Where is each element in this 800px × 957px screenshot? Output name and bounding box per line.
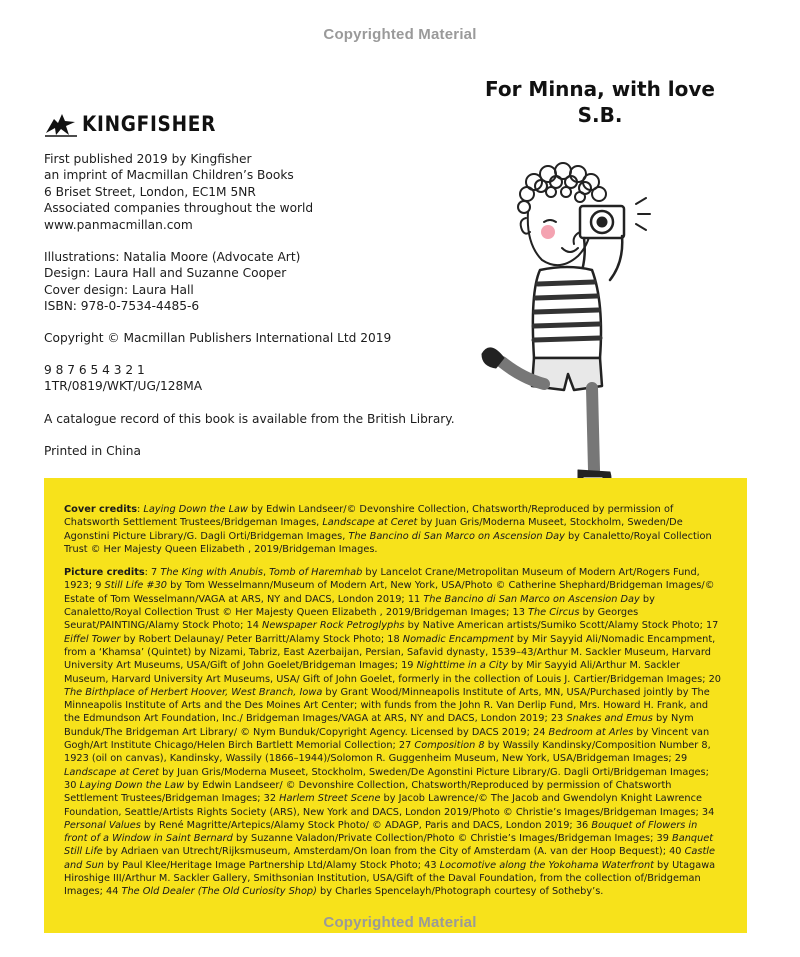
boy-with-camera-illustration [452, 152, 692, 508]
imprint-line: Design: Laura Hall and Suzanne Cooper [44, 266, 287, 281]
imprint-line: an imprint of Macmillan Children’s Books [44, 168, 294, 183]
artwork-title: Snakes and Emus [566, 713, 653, 725]
copyright-watermark-bottom: Copyrighted Material [323, 914, 477, 931]
copyright-notice [44, 330, 464, 346]
artwork-title: The Bancino di San Marco on Ascension Day [423, 593, 640, 605]
artwork-title: The Bancino di San Marco on Ascension Day [348, 530, 565, 542]
artwork-title: Newspaper Rock Petroglyphs [262, 620, 405, 632]
picture-credits-body: : 7 The King with Anubis, Tomb of Haremhab by Lancelot Crane/Metropolitan Museum of Modern Art/Rogers Fund, 1923; 9 Still Life #30 by Tom Wesselmann/Museum of Modern Art, New York, USA/Photo © Catherine Shephard/Bridgeman Images/© Estate of Tom Wesselmann/VAGA at ARS, NY and DACS, London 2019; 11 The Bancino di San Marco on Ascension Day by Canaletto/Royal Collection Trust © Her Majesty Queen Elizabeth , 2019/Bridgeman Images; 13 The Circus by Georges Seurat/PAINTING/Alamy Stock Photo; 14 Newspaper Rock Petroglyphs by Native American artists/Sumiko Scott/Alamy Stock Photo; 17 Eiffel Tower by Robert Delaunay/ Peter Barritt/Alamy Stock Photo; 18 Nomadic Encampment by Mir Sayyid Ali/Nomadic Encampment, from a ‘Khamsa’ (Quintet) by Nizami, Tabriz, East Azerbaijan, Persian, Safavid dynasty, 1539–43/Arthur M. Sackler Museum, Harvard University Art Museums, USA/Gift of John Goelet/Bridgeman Images; 19 Nighttime in a City by Mir Sayyid Ali/Arthur M. Sackler Museum, Harvard University Art Museums, USA/ Gift of John Goelet, formerly in the collection of Louis J. Cartier/Bridgeman Images; 20 The Birthplace of Herbert Hoover, West Branch, Iowa by Grant Wood/Minneapolis Institute of Arts, MN, USA/Purchased jointly by The Minneapolis Institute of Arts and the Des Moines Art Center; with funds from the John R. Van Derlip Fund, Mrs. Howard H. Frank, and the Edmundson Art Foundation, Inc./ Bridgeman Images/VAGA at ARS, NY and DACS, London 2019; 23 Snakes and Emus by Nym Bunduk/The Bridgeman Art Library/ © Nym Bunduk/Copyright Agency. Licensed by DACS 2019; 24 Bedroom at Arles by Vincent van Gogh/Art Institute Chicago/Helen Birch Bartlett Memorial Collection; 27 Composition 8 by Wassily Kandinsky/Composition Number 8, 1923 (oil on canvas), Kandinsky, Wassily (1866–1944)/Solomon R. Guggenheim Museum, New York, USA/Bridgeman Images; 29 Landscape at Ceret by Juan Gris/Moderna Museet, Stockholm, Sweden/De Agonstini Picture Library/G. Dagli Orti/Bridgeman Images; 30 Laying Down the Law by Edwin Landseer/ © Devonshire Collection, Chatsworth/Reproduced by permission of Chatsworth Settlement Trustees/Bridgeman Images; 32 Harlem Street Scene by Jacob Lawrence/© The Jacob and Gwendolyn Knight Lawrence Foundation, Seattle/Artists Rights Society (ARS), New York and DACS, London 2019/Photo © Christie’s Images/Bridgeman Images; 34 Personal Values by René Magritte/Artepics/Alamy Stock Photo/ © ADAGP, Paris and DACS, London 2019; 36 Bouquet of Flowers in front of a Window in Saint Bernard by Suzanne Valadon/Private Collection/Photo © Christie’s Images/Bridgeman Images; 39 Banquet Still Life by Adriaen van Utrecht/Rijksmuseum, Amsterdam/On loan from the City of Amsterdam (A. van der Hoop Bequest); 40 Castle and Sun by Paul Klee/Heritage Image Partnership Ltd/Alamy Stock Photo; 43 Locomotive along the Yokohama Waterfront by Utagawa Hiroshige III/Arthur M. Sackler Gallery, Smithsonian Institution, USA/Gift of the Daval Foundation, from the collection of/Bridgeman Images; 44 The Old Dealer (The Old Curiosity Shop) by Charles Spencelayh/Photograph courtesy of Sotheby’s. [64, 567, 721, 898]
artwork-title: Landscape at Ceret [322, 517, 418, 529]
artwork-title: Bedroom at Arles [548, 726, 634, 738]
kingfisher-bird-icon [44, 111, 78, 137]
artwork-title: Laying Down the Law [143, 504, 248, 515]
imprint-line: Associated companies throughout the world [44, 201, 314, 216]
printing-number-line: 9 8 7 6 5 4 3 2 1 [44, 363, 145, 377]
picture-credits [64, 566, 722, 898]
artwork-title: Locomotive along the Yokohama Waterfront [439, 859, 654, 871]
printing-codes [44, 362, 464, 395]
artwork-title: Bouquet of Flowers in front of a Window in Saint Bernard [64, 819, 698, 845]
credits-text [64, 503, 722, 909]
website-url: www.panmacmillan.com [44, 217, 193, 232]
artwork-title: Personal Values [64, 819, 141, 831]
artwork-title: Tomb of Haremhab [269, 567, 363, 579]
printed-in [44, 443, 464, 459]
artwork-title: Laying Down the Law [79, 779, 185, 791]
dedication-line: For Minna, with love [485, 77, 715, 101]
publication-details [44, 151, 464, 233]
picture-credits-label: Picture credits [64, 567, 145, 579]
publisher-logo-text: KINGFISHER [82, 112, 217, 136]
printed-in-line: Printed in China [44, 444, 141, 458]
artwork-title: The Old Dealer (The Old Curiosity Shop) [121, 886, 317, 898]
cover-credits-body: : Laying Down the Law by Edwin Landseer/© Devonshire Collection, Chatsworth/Reproduced by permission of Chatsworth Settlement Trustees/Bridgeman Images, Landscape at Ceret by Juan Gris/Moderna Museet, Stockholm, Sweden/De Agonstini Picture Library/G. Dagli Orti/Bridgeman Images, The Bancino di San Marco on Ascension Day by Canaletto/Royal Collection Trust © Her Majesty Queen Elizabeth , 2019/Bridgeman Images. [64, 504, 712, 555]
dedication [470, 76, 730, 128]
cover-credits-label: Cover credits [64, 504, 138, 515]
artwork-title: Composition 8 [414, 740, 485, 752]
artwork-title: The Birthplace of Herbert Hoover, West Branch, Iowa [64, 686, 323, 698]
catalogue-line: A catalogue record of this book is available from the British Library. [44, 412, 455, 426]
artwork-title: Harlem Street Scene [279, 793, 381, 805]
imprint-line: Illustrations: Natalia Moore (Advocate Art) [44, 250, 301, 264]
isbn: ISBN: 978-0-7534-4485-6 [44, 299, 200, 314]
copyright-watermark-top: Copyrighted Material [323, 26, 477, 43]
artwork-title: Nighttime in a City [416, 660, 509, 672]
artwork-title: Castle and Sun [64, 846, 716, 871]
imprint-line: Cover design: Laura Hall [44, 282, 194, 297]
artwork-title: Nomadic Encampment [402, 633, 514, 645]
copyright-line: Copyright © Macmillan Publishers International Ltd 2019 [44, 331, 392, 345]
artwork-title: The Circus [528, 607, 580, 619]
publisher-logo [44, 110, 234, 138]
dedication-signature: S.B. [577, 103, 623, 127]
production-credits [44, 249, 464, 315]
catalogue-record [44, 411, 464, 427]
imprint-line: First published 2019 by Kingfisher [44, 152, 252, 166]
artwork-title: Eiffel Tower [64, 633, 121, 645]
imprint-line: 6 Briset Street, London, EC1M 5NR [44, 184, 256, 199]
printing-code: 1TR/0819/WKT/UG/128MA [44, 379, 203, 394]
artwork-title: Banquet Still Life [64, 833, 714, 858]
artwork-title: The King with Anubis [160, 567, 263, 579]
artwork-title: Landscape at Ceret [64, 766, 160, 778]
cover-credits [64, 503, 722, 556]
artwork-title: Still Life #30 [104, 580, 167, 592]
